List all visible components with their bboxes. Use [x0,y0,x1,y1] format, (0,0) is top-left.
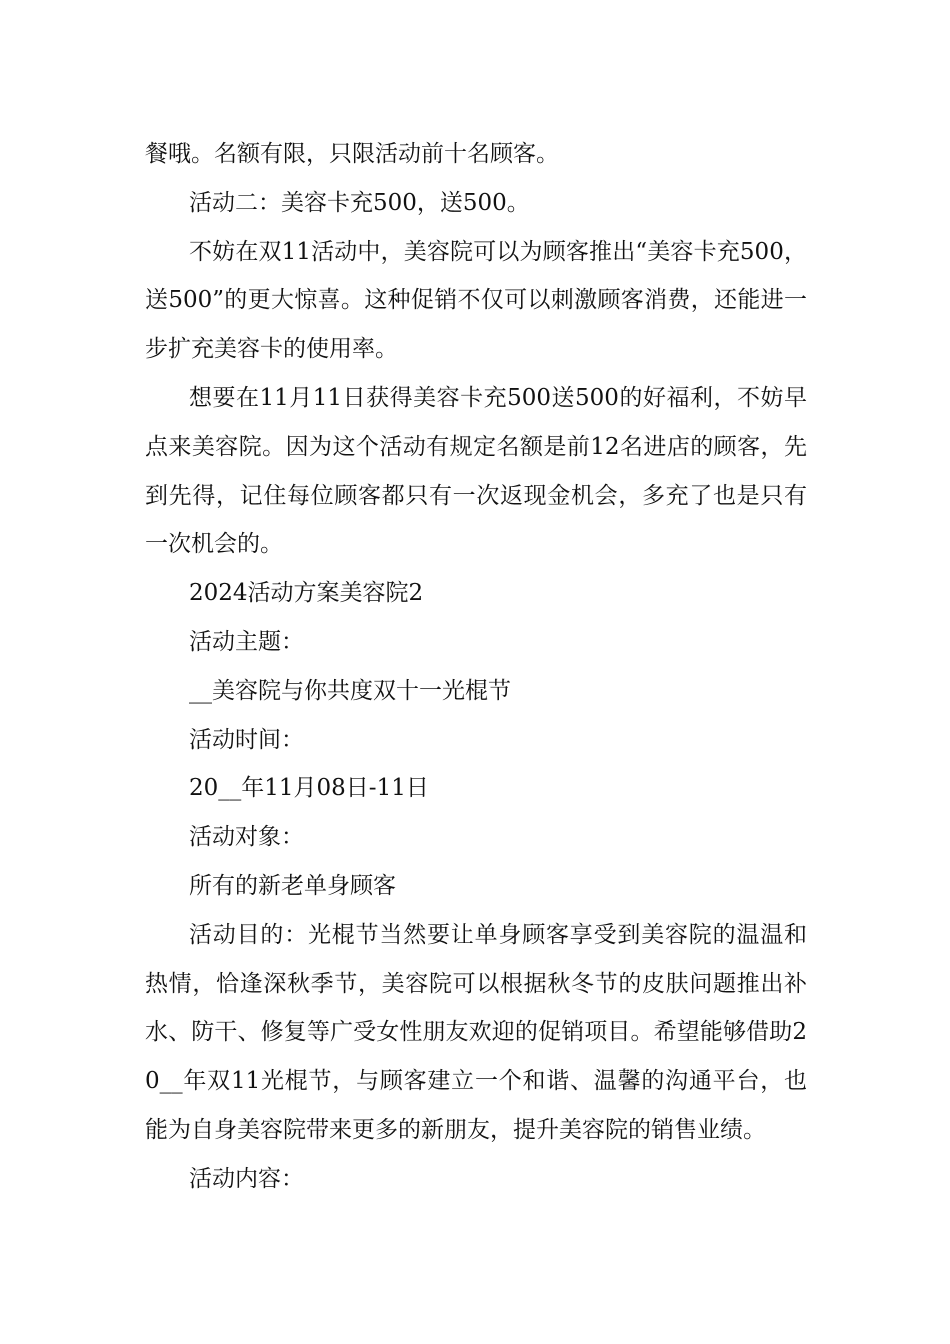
label-activity-content: 活动内容： [189,1165,304,1192]
document-body [145,130,807,1204]
paragraph-activity-two-details: 想要在11月11日获得美容卡充500送500的好福利，不妨早点来美容院。因为这个活动有规定名额是前12名进店的顾客，先到先得，记住每位顾客都只有一次返现金机会，多充了也是只有一次机会的。 [145,384,807,558]
value-activity-time: 20__年11月08日-11日 [189,775,429,802]
paragraph-activity-two-heading: 活动二：美容卡充500，送500。 [189,189,530,216]
value-activity-theme: __美容院与你共度双十一光棍节 [189,677,511,704]
section-title: 2024活动方案美容院2 [189,580,424,607]
label-activity-target: 活动对象： [189,824,304,851]
paragraph-continuation: 餐哦。名额有限，只限活动前十名顾客。 [145,141,559,167]
label-activity-time: 活动时间： [189,726,304,753]
paragraph-activity-purpose: 活动目的：光棍节当然要让单身顾客享受到美容院的温温和热情，恰逢深秋季节，美容院可以根据秋冬节的皮肤问题推出补水、防干、修复等广受女性朋友欢迎的促销项目。希望能够借助20__年双11光棍节，与顾客建立一个和谐、温馨的沟通平台，也能为自身美容院带来更多的新朋友，提升美容院的销售业绩。 [145,921,807,1143]
label-activity-theme: 活动主题： [189,628,304,655]
paragraph-activity-two-description: 不妨在双11活动中，美容院可以为顾客推出“美容卡充500，送500”的更大惊喜。这种促销不仅可以刺激顾客消费，还能进一步扩充美容卡的使用率。 [145,238,807,363]
value-activity-target: 所有的新老单身顾客 [189,872,396,899]
